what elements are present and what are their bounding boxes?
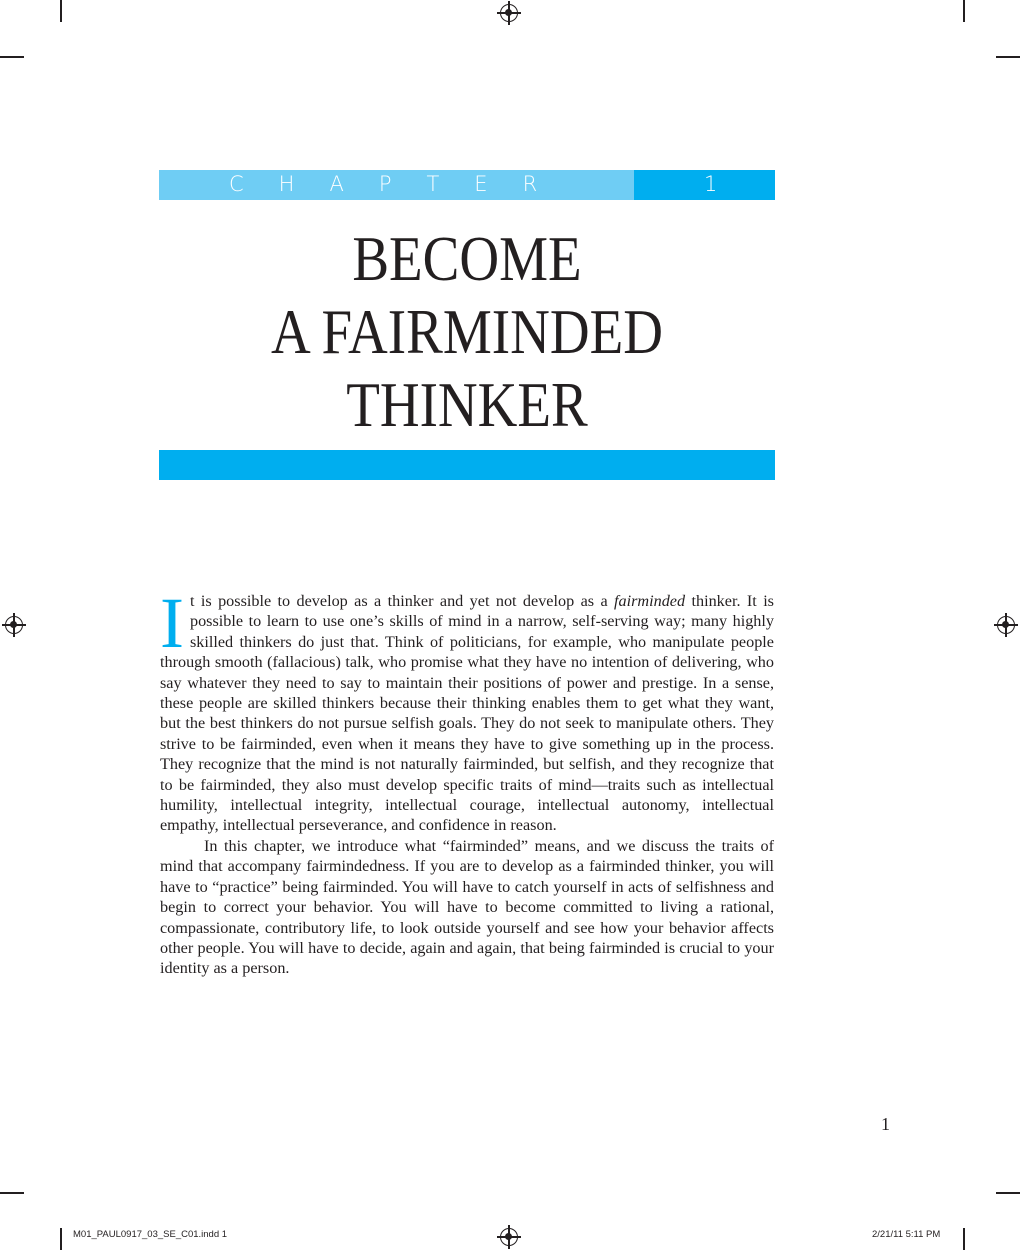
chapter-number: 1 [704,172,718,196]
emphasis-text: fairminded [614,592,686,610]
paragraph: In this chapter, we introduce what “fairminded” means, and we discuss the traits of mind that accompany fairmindedness. If you are to develop as a fairminded thinker, you will have to “practice” being fairminded. You will have to catch yourself in acts of selfishness and begin to correct your behavior. You will have to become committed to living a rational, compassionate, contributory life, to look outside yourself and see how your behavior affects other people. You will have to decide, again and again, that being fairminded is crucial to your identity as a person. [160,836,774,978]
chapter-number-box [634,170,775,200]
paragraph [160,583,774,836]
chapter-title-line: A FAIRMINDED [271,296,663,367]
title-underbar [159,450,775,480]
crop-mark-top-right-vertical [963,0,965,22]
crop-mark-bottom-right-vertical [963,1228,965,1250]
slug-datetime: 2/21/11 5:11 PM [872,1229,941,1240]
registration-mark-icon [5,616,23,634]
page-number: 1 [881,1114,890,1134]
body-text [160,583,774,979]
crop-mark-top-left-horizontal [0,56,24,58]
registration-mark-icon [500,1228,518,1246]
registration-mark-icon [997,616,1015,634]
crop-mark-bottom-right-horizontal [996,1192,1020,1194]
chapter-banner [159,170,775,200]
paragraph-text: t is possible to develop as a thinker and yet not develop as a [189,592,615,610]
registration-mark-icon [500,4,518,22]
crop-mark-bottom-left-horizontal [0,1192,24,1194]
crop-mark-top-right-horizontal [996,56,1020,58]
crop-mark-bottom-left-vertical [60,1228,62,1250]
chapter-title [159,222,775,441]
chapter-label: CHAPTER [229,172,573,196]
slug-filename: M01_PAUL0917_03_SE_C01.indd 1 [73,1229,228,1240]
chapter-title-line: BECOME [352,223,582,294]
drop-cap: I [160,583,184,663]
paragraph-text: thinker. It is possible to learn to use one’s skills of mind in a narrow, self-serving way; many highly skilled thinkers do just that. Think of politicians, for example, who manipulate people through smooth (fallacious) talk, who promise what they have no intention of delivering, who say whatever they need to say to maintain their positions of power and prestige. In a sense, these people are skilled thinkers because their thinking enables them to get what they want, but the best thinkers do not pursue selfish goals. They do not seek to manipulate others. They strive to be fairminded, even when it means they have to give something up in the process. They recognize that the mind is not naturally fairminded, but selfish, and they recognize that to be fairminded, they also must develop specific traits of mind—traits such as intellectual humility, intellectual integrity, intellectual courage, intellectual autonomy, intellectual empathy, intellectual perseverance, and confidence in reason. [160,592,774,835]
chapter-title-line: THINKER [346,369,588,440]
crop-mark-top-left-vertical [60,0,62,22]
